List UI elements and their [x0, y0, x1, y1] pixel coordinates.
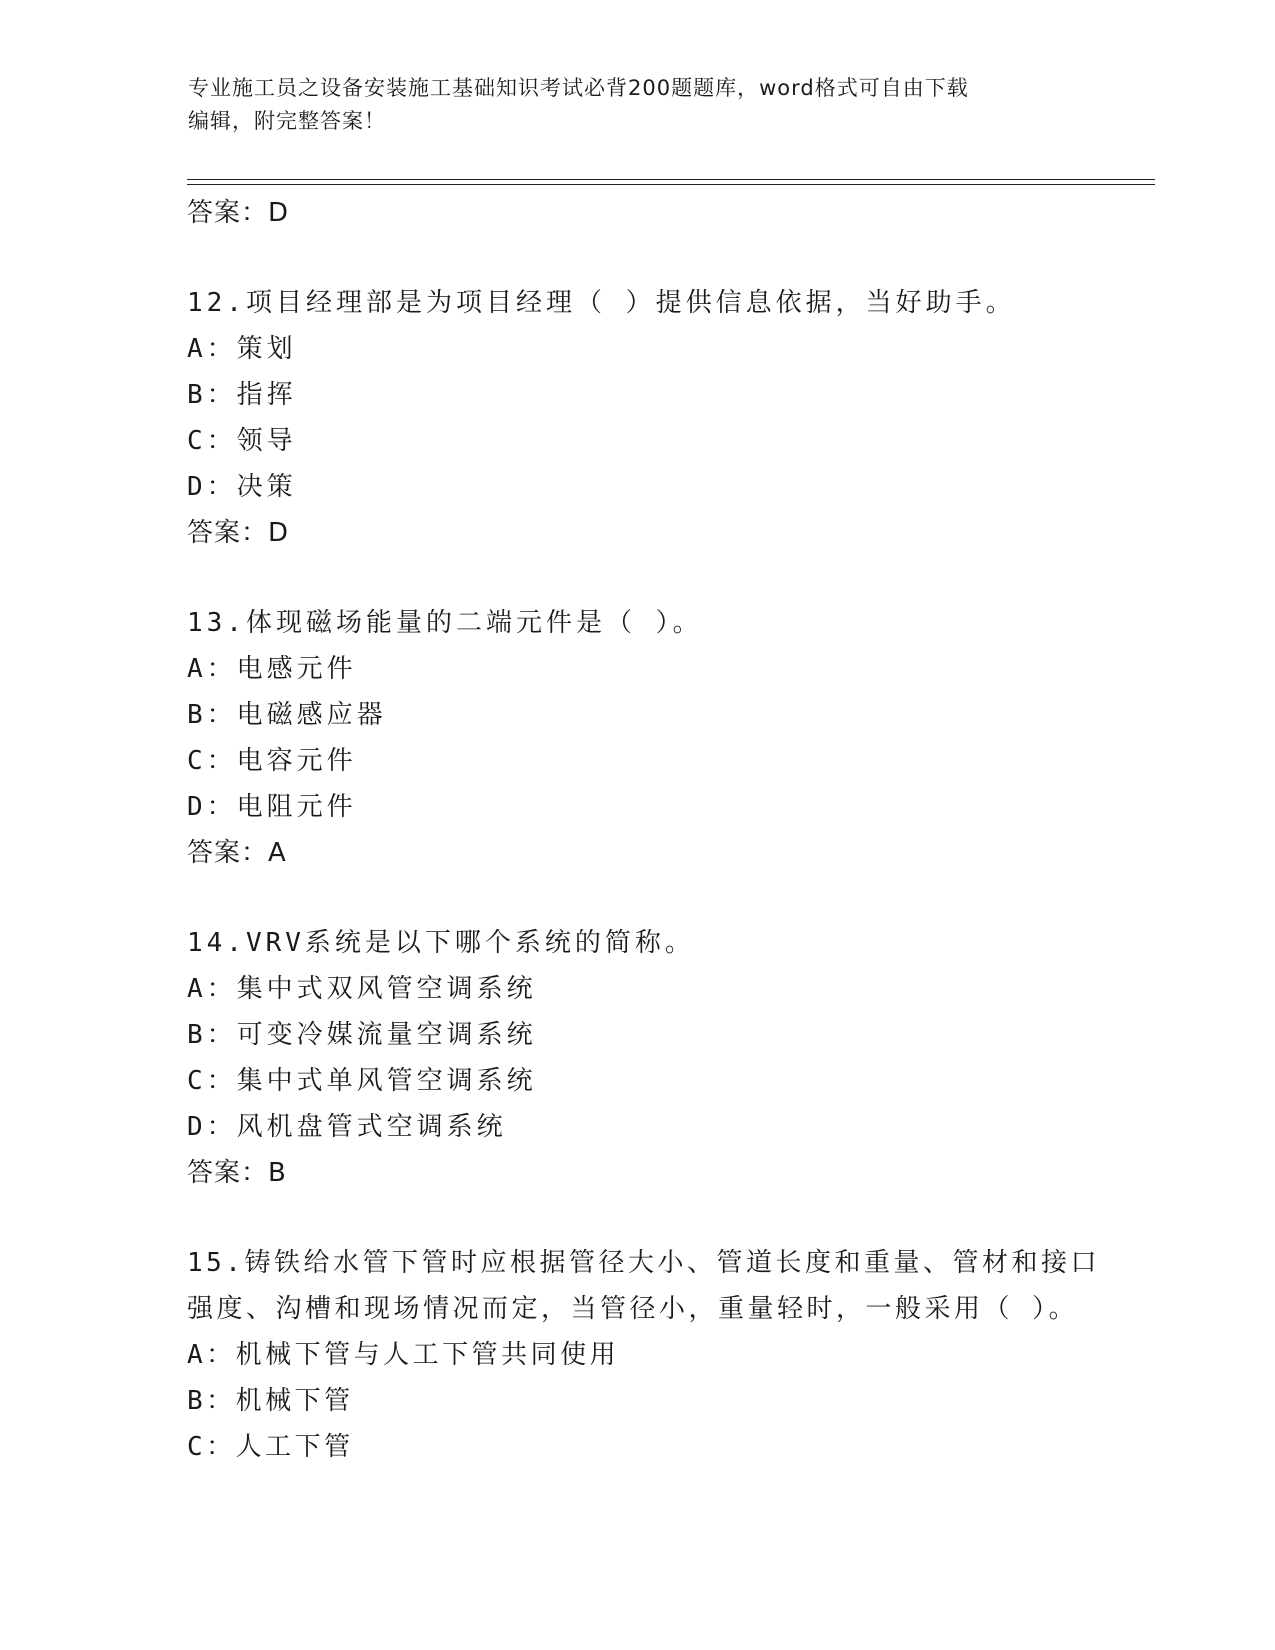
question-15 — [187, 1240, 1107, 1470]
question-stem-line-2: 强度、沟槽和现场情况而定，当管径小，重量轻时，一般采用（ ）。 — [187, 1294, 1079, 1324]
option-c: C：集中式单风管空调系统 — [187, 1066, 537, 1096]
option-d: D：决策 — [187, 472, 297, 502]
header-divider-bottom — [187, 184, 1155, 185]
option-a: A：机械下管与人工下管共同使用 — [187, 1340, 620, 1370]
answer-line: 答案：D — [187, 198, 290, 228]
option-b: B：可变冷媒流量空调系统 — [187, 1020, 537, 1050]
header-line-1: 专业施工员之设备安装施工基础知识考试必背200题题库，word格式可自由下载 — [188, 76, 969, 100]
option-d: D：风机盘管式空调系统 — [187, 1112, 507, 1142]
question-stem: 13.体现磁场能量的二端元件是（ ）。 — [187, 608, 703, 638]
option-b: B：电磁感应器 — [187, 700, 387, 730]
option-c: C：电容元件 — [187, 746, 357, 776]
question-14 — [187, 920, 1107, 1196]
header-line-2: 编辑，附完整答案！ — [188, 109, 386, 133]
option-b: B：指挥 — [187, 380, 297, 410]
question-list — [187, 190, 1107, 1470]
option-c: C：人工下管 — [187, 1432, 354, 1462]
question-stem: 12.项目经理部是为项目经理（ ）提供信息依据，当好助手。 — [187, 288, 1016, 318]
answer-line: 答案：D — [187, 518, 290, 548]
option-d: D：电阻元件 — [187, 792, 357, 822]
question-stem: 14.VRV系统是以下哪个系统的简称。 — [187, 928, 695, 958]
option-c: C：领导 — [187, 426, 297, 456]
answer-line: 答案：B — [187, 1158, 287, 1188]
header-divider-top — [187, 179, 1155, 180]
answer-line: 答案：A — [187, 838, 287, 868]
option-a: A：策划 — [187, 334, 297, 364]
question-13 — [187, 600, 1107, 876]
question-12 — [187, 280, 1107, 556]
option-b: B：机械下管 — [187, 1386, 354, 1416]
document-header — [188, 72, 1088, 138]
question-stem-line-1: 15.铸铁给水管下管时应根据管径大小、管道长度和重量、管材和接口 — [187, 1248, 1100, 1278]
option-a: A：电感元件 — [187, 654, 357, 684]
option-a: A：集中式双风管空调系统 — [187, 974, 537, 1004]
